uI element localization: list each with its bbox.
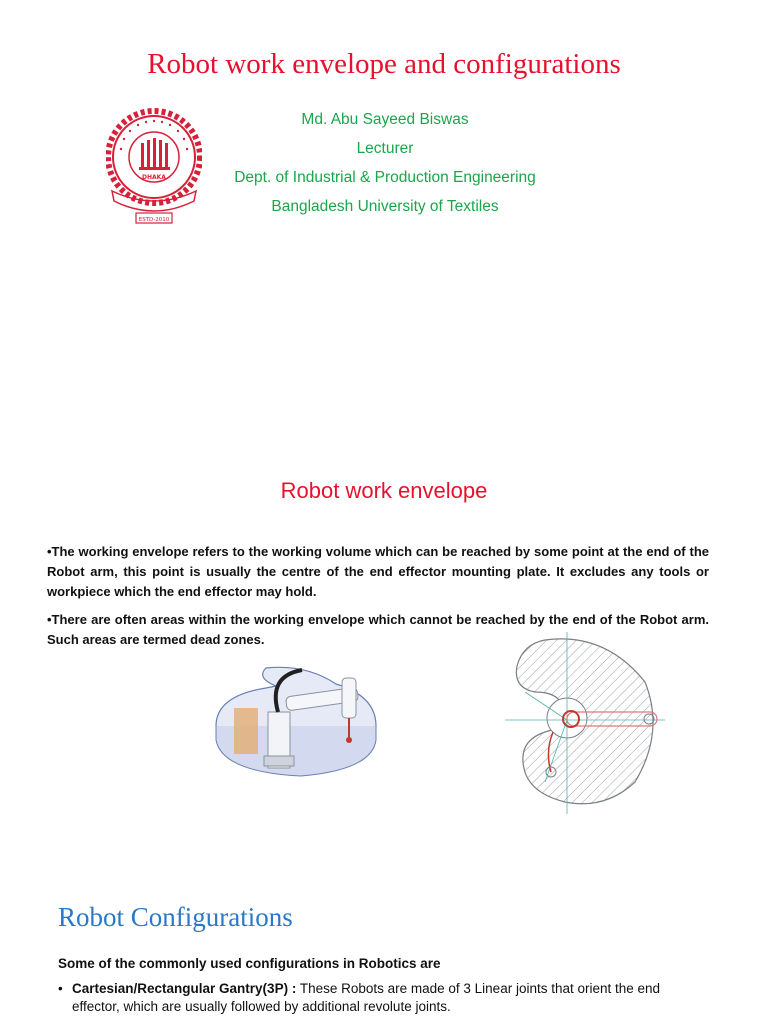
page-title: Robot work envelope and configurations xyxy=(147,48,621,80)
author-university: Bangladesh University of Textiles xyxy=(271,198,499,215)
paragraph: •The working envelope refers to the working volume which can be reached by some point at the end of the Robot arm, this point is usually the centre of the end effector mounting plate. It excludes any tools or workpiece which the end effector may hold. xyxy=(47,544,709,599)
bullet-term: Cartesian/Rectangular Gantry(3P) : xyxy=(72,981,297,996)
bullet-item xyxy=(58,980,710,1016)
logo-estd-text: ESTD-2010 xyxy=(138,217,170,223)
university-logo xyxy=(106,107,202,227)
section-heading: Robot work envelope xyxy=(280,478,488,503)
bullet-icon: • xyxy=(58,981,63,996)
title-slide xyxy=(0,0,768,440)
work-envelope-slide xyxy=(0,456,768,876)
configurations-slide xyxy=(0,880,768,1024)
intro-text: Some of the commonly used configurations in Robotics are xyxy=(58,956,441,971)
author-title: Lecturer xyxy=(356,140,414,157)
logo-dhaka-text: DHAKA xyxy=(142,174,166,181)
author-name: Md. Abu Sayeed Biswas xyxy=(301,111,469,128)
bullet-text: These Robots are made of 3 Linear joints that orient the end effector, which are usually followed by additional revolute joints. xyxy=(72,981,661,1014)
paragraph: •There are often areas within the working envelope which cannot be reached by the end of the Robot arm. Such areas are termed dead zones. xyxy=(47,612,709,647)
scara-robot-envelope-image xyxy=(206,656,386,782)
section-heading: Robot Configurations xyxy=(58,902,293,932)
dead-zone-diagram xyxy=(505,632,665,814)
author-department: Dept. of Industrial & Production Engineering xyxy=(234,169,536,186)
